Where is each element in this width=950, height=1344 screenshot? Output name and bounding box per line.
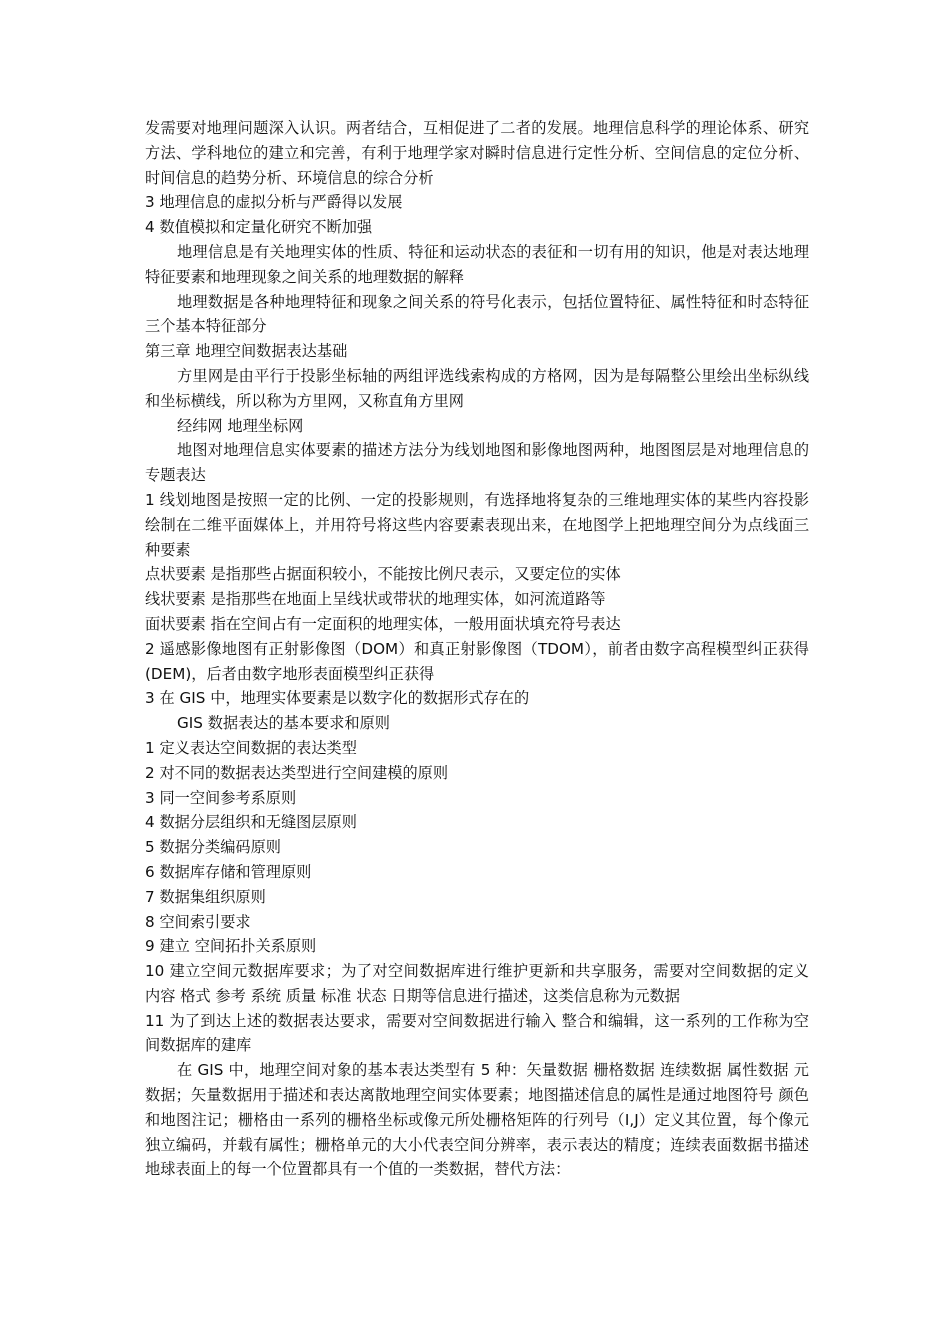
- paragraph-geo-data: 地理数据是各种地理特征和现象之间关系的符号化表示，包括位置特征、属性特征和时态特征三个基本特征部分: [145, 292, 809, 336]
- principle-7: 7 数据集组织原则: [145, 887, 266, 906]
- line-feature: 线状要素 是指那些在地面上呈线状或带状的地理实体，如河流道路等: [145, 590, 606, 609]
- principle-5: 5 数据分类编码原则: [145, 838, 281, 857]
- list-item-image-map: 2 遥感影像地图有正射影像图（DOM）和真正射影像图（TDOM），前者由数字高程模型纠正获得(DEM)，后者由数字地形表面模型纠正获得: [145, 639, 809, 683]
- principle-11: 11 为了到达上述的数据表达要求，需要对空间数据进行输入 整合和编辑，这一系列的工作称为空间数据库的建库: [145, 1011, 809, 1055]
- section-heading-principles: GIS 数据表达的基本要求和原则: [177, 714, 390, 733]
- paragraph-map-methods: 地图对地理信息实体要素的描述方法分为线划地图和影像地图两种，地图图层是对地理信息的专题表达: [145, 441, 809, 485]
- list-item-gis-digital: 3 在 GIS 中，地理实体要素是以数字化的数据形式存在的: [145, 689, 530, 708]
- list-item-line-map: 1 线划地图是按照一定的比例、一定的投影规则，有选择地将复杂的三维地理实体的某些内容投影绘制在二维平面媒体上，并用符号将这些内容要素表现出来，在地图学上把地理空间分为点线面三种要素: [145, 490, 809, 559]
- point-feature: 点状要素 是指那些占据面积较小，不能按比例尺表示，又要定位的实体: [145, 565, 621, 584]
- paragraph-geo-info: 地理信息是有关地理实体的性质、特征和运动状态的表征和一切有用的知识，他是对表达地理特征要素和地理现象之间关系的地理数据的解释: [145, 242, 809, 286]
- list-item-4: 4 数值模拟和定量化研究不断加强: [145, 218, 373, 237]
- principle-3: 3 同一空间参考系原则: [145, 788, 297, 807]
- paragraph-data-types: 在 GIS 中，地理空间对象的基本表达类型有 5 种：矢量数据 栅格数据 连续数据 属性数据 元数据；矢量数据用于描述和表达离散地理空间实体要素；地图描述信息的属性是通过地图符号 颜色和地图注记；栅格由一系列的栅格坐标或像元所处栅格矩阵的行列号（I,J）定义其位置，每个像元独立编码，并载有属性；栅格单元的大小代表空间分辨率，表示表达的精度；连续表面数据书描述地球表面上的每一个位置都具有一个值的一类数据，替代方法：: [145, 1061, 809, 1179]
- principle-6: 6 数据库存储和管理原则: [145, 862, 312, 881]
- principle-4: 4 数据分层组织和无缝图层原则: [145, 813, 357, 832]
- principle-10: 10 建立空间元数据库要求；为了对空间数据库进行维护更新和共享服务，需要对空间数据的定义 内容 格式 参考 系统 质量 标准 状态 日期等信息进行描述，这类信息称为元数据: [145, 962, 809, 1005]
- principle-2: 2 对不同的数据表达类型进行空间建模的原则: [145, 763, 449, 782]
- chapter-heading: 第三章 地理空间数据表达基础: [145, 342, 348, 361]
- list-item-3: 3 地理信息的虚拟分析与严爵得以发展: [145, 193, 403, 212]
- paragraph-graticule: 经纬网 地理坐标网: [177, 416, 304, 435]
- principle-8: 8 空间索引要求: [145, 912, 251, 931]
- principle-9: 9 建立 空间拓扑关系原则: [145, 937, 317, 956]
- area-feature: 面状要素 指在空间占有一定面积的地理实体，一般用面状填充符号表达: [145, 614, 621, 633]
- document-body: [145, 116, 809, 1182]
- principle-1: 1 定义表达空间数据的表达类型: [145, 738, 357, 757]
- paragraph-grid: 方里网是由平行于投影坐标轴的两组评选线索构成的方格网，因为是每隔整公里绘出坐标纵线和坐标横线，所以称为方里网，又称直角方里网: [145, 366, 809, 410]
- paragraph-1: 发需要对地理问题深入认识。两者结合，互相促进了二者的发展。地理信息科学的理论体系、研究方法、学科地位的建立和完善，有利于地理学家对瞬时信息进行定性分析、空间信息的定位分析、时间信息的趋势分析、环境信息的综合分析: [145, 119, 809, 187]
